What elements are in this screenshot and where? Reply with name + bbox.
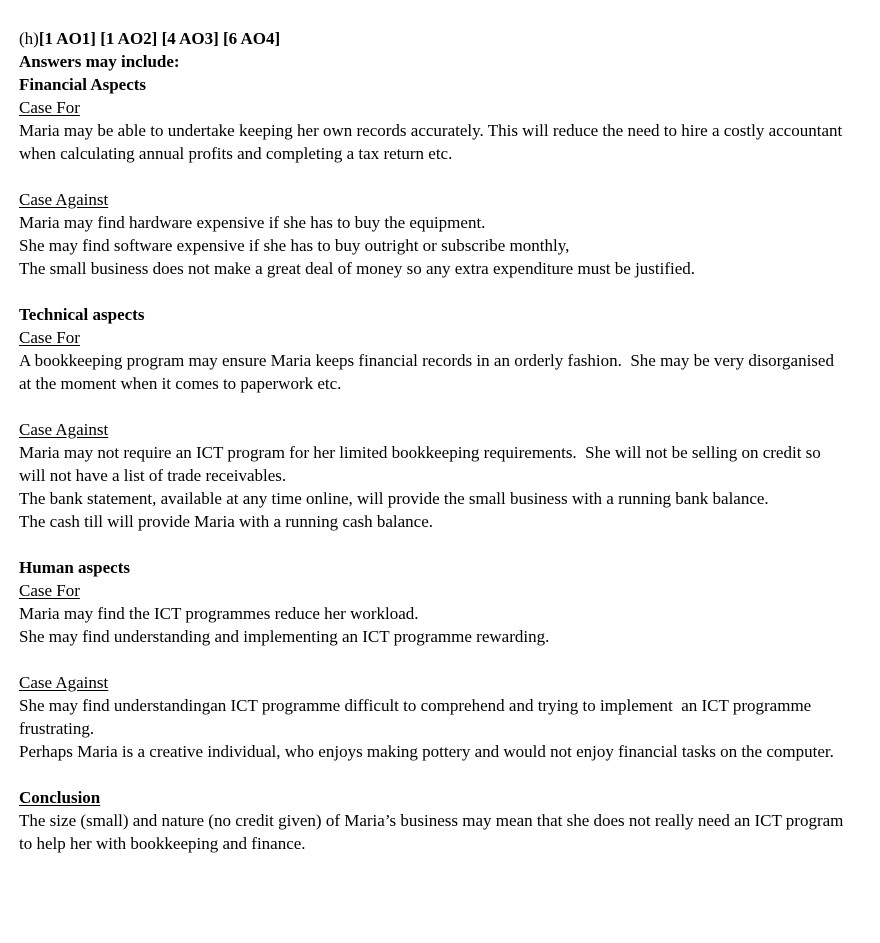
answer-paragraph: The small business does not make a great deal of money so any extra expenditure must be justified. [19,259,696,278]
section-human-aspects [19,556,864,763]
section-title: Financial Aspects [19,75,147,94]
case-block-case-against [19,188,864,280]
section-title: Technical aspects [19,305,145,324]
answer-paragraph: The cash till will provide Maria with a running cash balance. [19,512,434,531]
case-block-case-for [19,579,864,648]
answers-may-include-heading: Answers may include: [19,52,180,71]
conclusion-block [19,809,864,855]
answer-paragraph: Maria may not require an ICT program for her limited bookkeeping requirements. She will not be selling on credit so will not have a list of trade receivables. [19,443,826,485]
question-part-label: (h) [19,29,39,48]
case-label: Case For [19,328,80,347]
section-technical-aspects [19,303,864,533]
answer-paragraph: The size (small) and nature (no credit given) of Maria’s business may mean that she does not really need an ICT program to help her with bookkeeping and finance. [19,811,848,853]
section-title: Conclusion [19,788,101,807]
section-financial-aspects [19,73,864,280]
case-block-case-for [19,96,864,165]
case-block-case-against [19,671,864,763]
answer-paragraph: A bookkeeping program may ensure Maria keeps financial records in an orderly fashion. She may be very disorganised at the moment when it comes to paperwork etc. [19,351,839,393]
answer-paragraph: Maria may find the ICT programmes reduce her workload. [19,604,419,623]
case-block-case-against [19,418,864,533]
assessment-objectives-marks: [1 AO1] [1 AO2] [4 AO3] [6 AO4] [38,29,281,48]
case-block-case-for [19,326,864,395]
case-label: Case Against [19,673,109,692]
answer-paragraph: Maria may find hardware expensive if she has to buy the equipment. [19,213,486,232]
answer-sections [19,73,864,855]
answer-paragraph: Perhaps Maria is a creative individual, who enjoys making pottery and would not enjoy financial tasks on the computer. [19,742,834,761]
answer-paragraph: She may find understandingan ICT programme difficult to comprehend and trying to implement an ICT programme frustrating. [19,696,816,738]
answer-paragraph: She may find understanding and implementing an ICT programme rewarding. [19,627,550,646]
case-label: Case For [19,98,80,117]
answer-paragraph: She may find software expensive if she has to buy outright or subscribe monthly, [19,236,570,255]
case-label: Case Against [19,190,109,209]
section-conclusion [19,786,864,855]
answer-paragraph: Maria may be able to undertake keeping her own records accurately. This will reduce the need to hire a costly accountant when calculating annual profits and completing a tax return etc. [19,121,847,163]
case-label: Case For [19,581,80,600]
question-header [19,27,849,50]
answer-paragraph: The bank statement, available at any time online, will provide the small business with a running bank balance. [19,489,769,508]
case-label: Case Against [19,420,109,439]
section-title: Human aspects [19,558,130,577]
